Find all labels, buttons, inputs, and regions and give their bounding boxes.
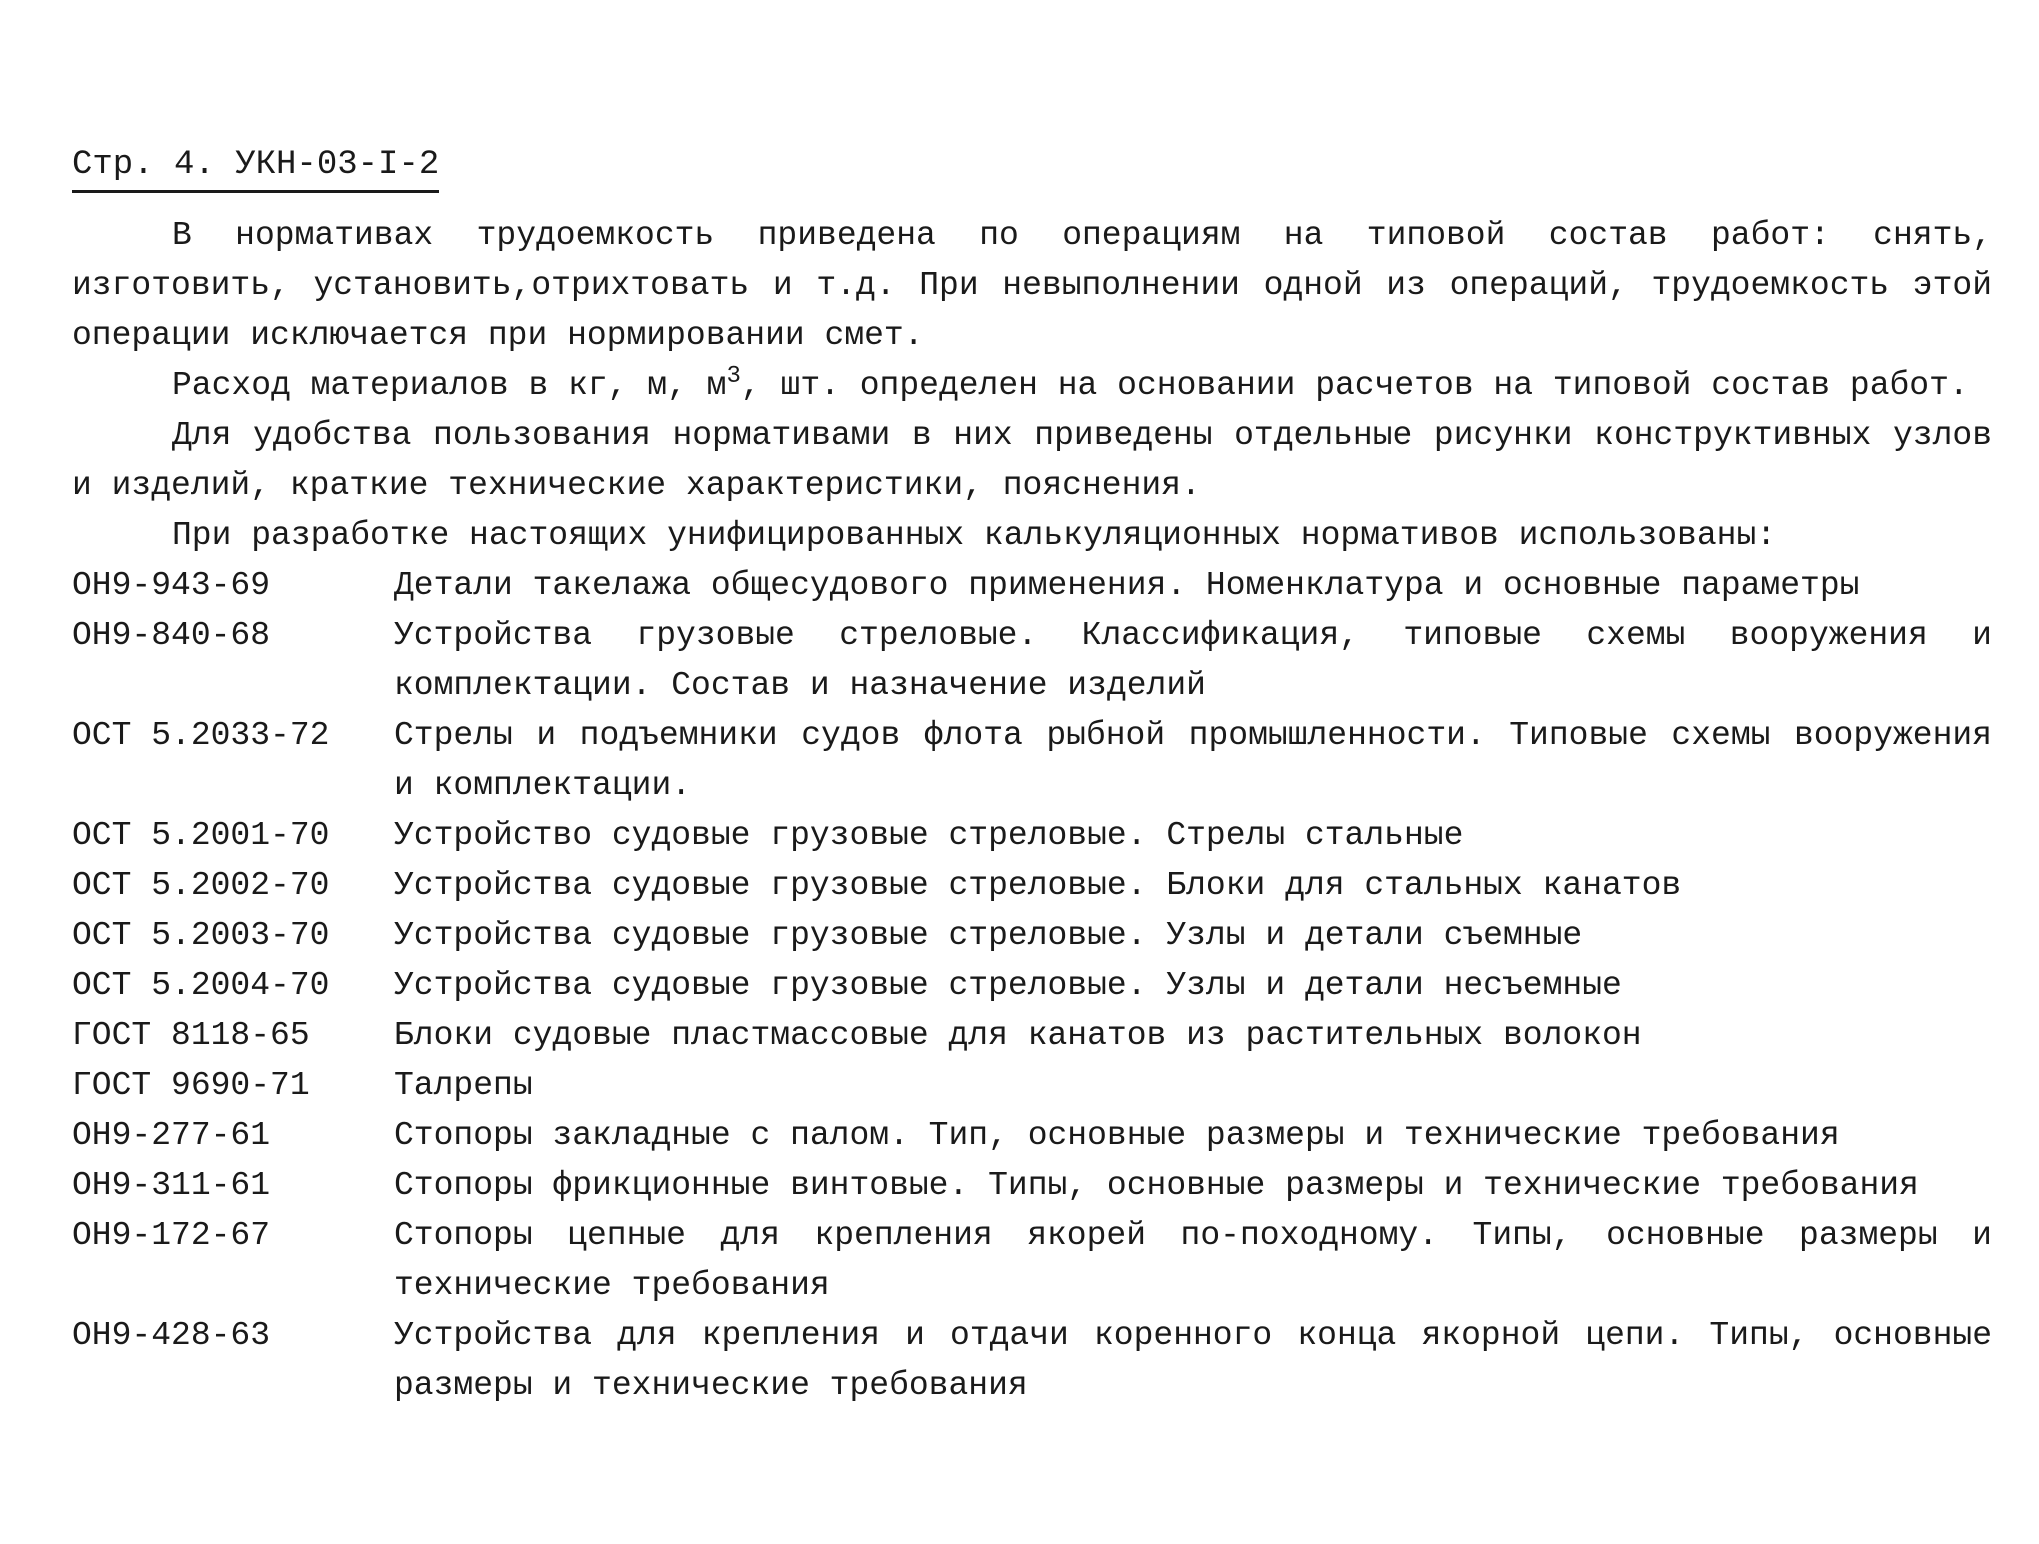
reference-row [72, 1311, 1992, 1411]
reference-row [72, 561, 1992, 611]
superscript-cubic: 3 [726, 363, 741, 390]
reference-description: Стопоры цепные для крепления якорей по-походному. Типы, основные размеры и технические требования [394, 1217, 1992, 1304]
reference-description: Устройства для крепления и отдачи коренного конца якорной цепи. Типы, основные размеры и технические требования [394, 1317, 1992, 1404]
reference-description: Устройства грузовые стреловые. Классификация, типовые схемы вооружения и комплектации. Состав и назначение изделий [394, 617, 1992, 704]
references-list [72, 561, 1992, 1411]
reference-description: Детали такелажа общесудового применения. Номенклатура и основные параметры [394, 567, 1860, 604]
reference-code: ГОСТ 8118-65 [72, 1017, 310, 1054]
paragraph-materials-part2: , шт. определен на основании расчетов на типовой состав работ. [740, 367, 1969, 404]
reference-row [72, 1011, 1992, 1061]
reference-row [72, 1211, 1992, 1311]
reference-row [72, 1061, 1992, 1111]
paragraph-materials-part1: Расход материалов в кг, м, м [172, 367, 727, 404]
reference-code: ОСТ 5.2004-70 [72, 967, 330, 1004]
reference-row [72, 1161, 1992, 1211]
reference-code: ГОСТ 9690-71 [72, 1067, 310, 1104]
reference-description: Стопоры фрикционные винтовые. Типы, основные размеры и технические требования [394, 1167, 1919, 1204]
reference-code: ОСТ 5.2033-72 [72, 717, 330, 754]
reference-code: ОСТ 5.2002-70 [72, 867, 330, 904]
reference-description: Стопоры закладные с палом. Тип, основные размеры и технические требования [394, 1117, 1840, 1154]
reference-code: ОН9-943-69 [72, 567, 271, 604]
reference-code: ОСТ 5.2003-70 [72, 917, 330, 954]
reference-code: ОСТ 5.2001-70 [72, 817, 330, 854]
reference-code: ОН9-172-67 [72, 1217, 271, 1254]
reference-row [72, 961, 1992, 1011]
paragraph-materials [72, 361, 1992, 411]
reference-description: Блоки судовые пластмассовые для канатов из растительных волокон [394, 1017, 1642, 1054]
reference-description: Талрепы [394, 1067, 533, 1104]
reference-description: Стрелы и подъемники судов флота рыбной промышленности. Типовые схемы вооружения и комплектации. [394, 717, 1992, 804]
reference-description: Устройства судовые грузовые стреловые. Узлы и детали съемные [394, 917, 1583, 954]
reference-description: Устройства судовые грузовые стреловые. Блоки для стальных канатов [394, 867, 1682, 904]
document-page [72, 140, 1992, 1411]
paragraph-convenience: Для удобства пользования нормативами в них приведены отдельные рисунки конструктивных узлов и изделий, краткие технические характеристики, пояснения. [72, 417, 1992, 504]
reference-code: ОН9-840-68 [72, 617, 271, 654]
reference-row [72, 1111, 1992, 1161]
reference-description: Устройства судовые грузовые стреловые. Узлы и детали несъемные [394, 967, 1622, 1004]
reference-row [72, 711, 1992, 811]
reference-row [72, 811, 1992, 861]
reference-code: ОН9-277-61 [72, 1117, 271, 1154]
page-header: Стр. 4. УКН-03-I-2 [72, 140, 439, 193]
reference-description: Устройство судовые грузовые стреловые. Стрелы стальные [394, 817, 1464, 854]
reference-row [72, 611, 1992, 711]
reference-code: ОН9-428-63 [72, 1317, 271, 1354]
paragraph-sources-intro: При разработке настоящих унифицированных калькуляционных нормативов использованы: [172, 517, 1777, 554]
reference-row [72, 911, 1992, 961]
reference-row [72, 861, 1992, 911]
paragraph-labor-intensity: В нормативах трудоемкость приведена по операциям на типовой состав работ: снять, изготовить, установить,отрихтовать и т.д. При невыполнении одной из операций, трудоемкость этой операции исключается при нормировании смет. [72, 217, 1992, 354]
reference-code: ОН9-311-61 [72, 1167, 271, 1204]
